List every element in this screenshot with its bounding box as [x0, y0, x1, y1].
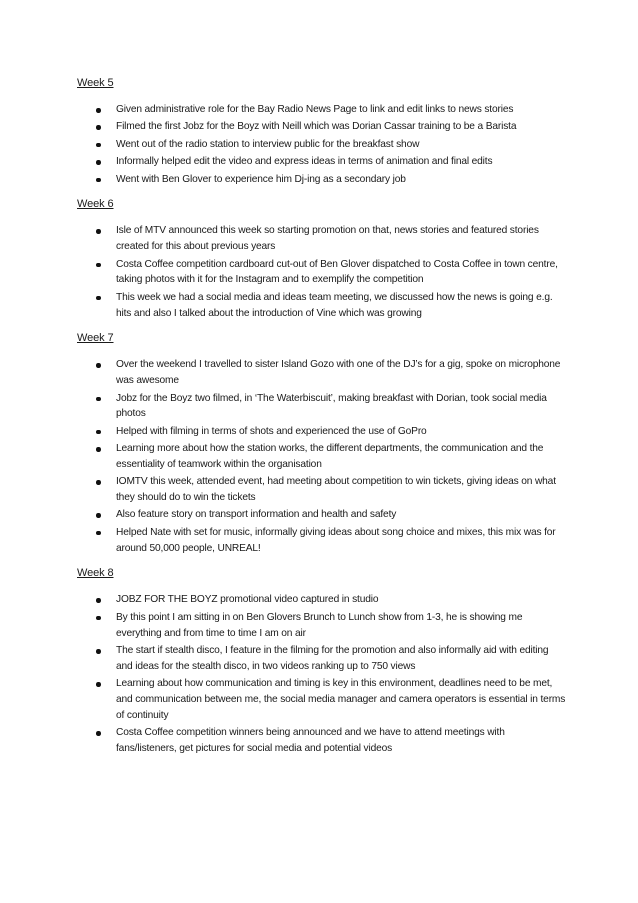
bullet-icon [96, 616, 101, 621]
bullet-icon [96, 480, 101, 485]
bullet-icon [96, 447, 101, 452]
list-item-text: Also feature story on transport information and health and safety [116, 509, 397, 521]
bullet-icon [96, 682, 101, 687]
week-section [77, 76, 567, 187]
list-item [77, 424, 567, 440]
list-item-text: This week we had a social media and ideas team meeting, we discussed how the news is going e.g. hits and also I talked about the introduction of Vine which was growing [116, 291, 553, 319]
week-section [77, 331, 567, 556]
list-item [77, 676, 567, 723]
list-item-text: Went with Ben Glover to experience him Dj-ing as a secondary job [116, 173, 406, 185]
bullet-icon [96, 229, 101, 234]
bullet-icon [96, 160, 101, 165]
bullet-list [77, 357, 567, 556]
list-item-text: Informally helped edit the video and express ideas in terms of animation and final edits [116, 156, 493, 168]
list-item-text: IOMTV this week, attended event, had meeting about competition to win tickets, giving ideas on what they should do to win the tickets [116, 476, 556, 504]
list-item-text: Costa Coffee competition winners being announced and we have to attend meetings with fans/listeners, get pictures for social media and potential videos [116, 727, 505, 754]
list-item [77, 357, 567, 389]
document-body [77, 76, 567, 767]
bullet-icon [96, 513, 101, 518]
list-item [77, 507, 567, 523]
list-item [77, 725, 567, 757]
list-item [77, 119, 567, 135]
list-item-text: JOBZ FOR THE BOYZ promotional video captured in studio [116, 594, 379, 606]
bullet-icon [96, 649, 101, 654]
week-section [77, 566, 567, 756]
bullet-icon [96, 598, 101, 603]
list-item-text: Isle of MTV announced this week so starting promotion on that, news stories and featured stories created for this about previous years [116, 225, 539, 253]
list-item-text: Learning about how communication and timing is key in this environment, deadlines need to be met, and communication between me, the social media manager and camera operators is essential in terms of continuity [116, 678, 566, 721]
bullet-icon [96, 263, 101, 268]
list-item [77, 137, 567, 153]
list-item [77, 592, 567, 608]
bullet-list [77, 223, 567, 321]
bullet-icon [96, 178, 101, 183]
bullet-icon [96, 731, 101, 736]
list-item-text: Filmed the first Jobz for the Boyz with Neill which was Dorian Cassar training to be a Barista [116, 121, 517, 133]
bullet-list [77, 102, 567, 187]
list-item [77, 391, 567, 423]
list-item [77, 643, 567, 675]
bullet-icon [96, 430, 101, 435]
list-item [77, 223, 567, 255]
bullet-icon [96, 296, 101, 301]
bullet-icon [96, 397, 101, 402]
list-item-text: Jobz for the Boyz two filmed, in ‘The Waterbiscuit’, making breakfast with Dorian, took social media photos [116, 392, 547, 420]
list-item-text: Costa Coffee competition cardboard cut-out of Ben Glover dispatched to Costa Coffee in town centre, taking photos with it for the Instagram and to exemplify the competition [116, 258, 558, 286]
list-item-text: Given administrative role for the Bay Radio News Page to link and edit links to news stories [116, 104, 514, 115]
bullet-list [77, 592, 567, 756]
week-heading: Week 5 [77, 77, 114, 89]
list-item [77, 525, 567, 557]
list-item-text: Helped Nate with set for music, informally giving ideas about song choice and mixes, this mix was for around 50,000 people, UNREAL! [116, 526, 556, 554]
list-item [77, 474, 567, 506]
week-heading: Week 7 [77, 332, 114, 345]
bullet-icon [96, 143, 101, 148]
list-item [77, 610, 567, 642]
bullet-icon [96, 531, 101, 536]
list-item [77, 154, 567, 170]
week-section [77, 197, 567, 321]
list-item [77, 441, 567, 473]
list-item-text: Learning more about how the station works, the different departments, the communication and the essentiality of teamwork within the organisation [116, 443, 544, 470]
bullet-icon [96, 108, 101, 113]
list-item-text: Helped with filming in terms of shots and experienced the use of GoPro [116, 425, 427, 437]
list-item [77, 102, 567, 118]
bullet-icon [96, 125, 101, 130]
bullet-icon [96, 363, 101, 368]
week-heading: Week 6 [77, 198, 114, 211]
list-item-text: Went out of the radio station to interview public for the breakfast show [116, 138, 420, 150]
list-item [77, 290, 567, 322]
list-item [77, 172, 567, 188]
list-item-text: The start if stealth disco, I feature in the filming for the promotion and also informally aid with editing and ideas for the stealth disco, in two videos ranking up to 750 views [116, 645, 549, 672]
week-heading: Week 8 [77, 567, 114, 580]
list-item-text: By this point I am sitting in on Ben Glovers Brunch to Lunch show from 1-3, he is showing me everything and from time to time I am on air [116, 611, 523, 639]
list-item [77, 257, 567, 289]
list-item-text: Over the weekend I travelled to sister Island Gozo with one of the DJ’s for a gig, spoke on microphone was awesome [116, 359, 561, 387]
